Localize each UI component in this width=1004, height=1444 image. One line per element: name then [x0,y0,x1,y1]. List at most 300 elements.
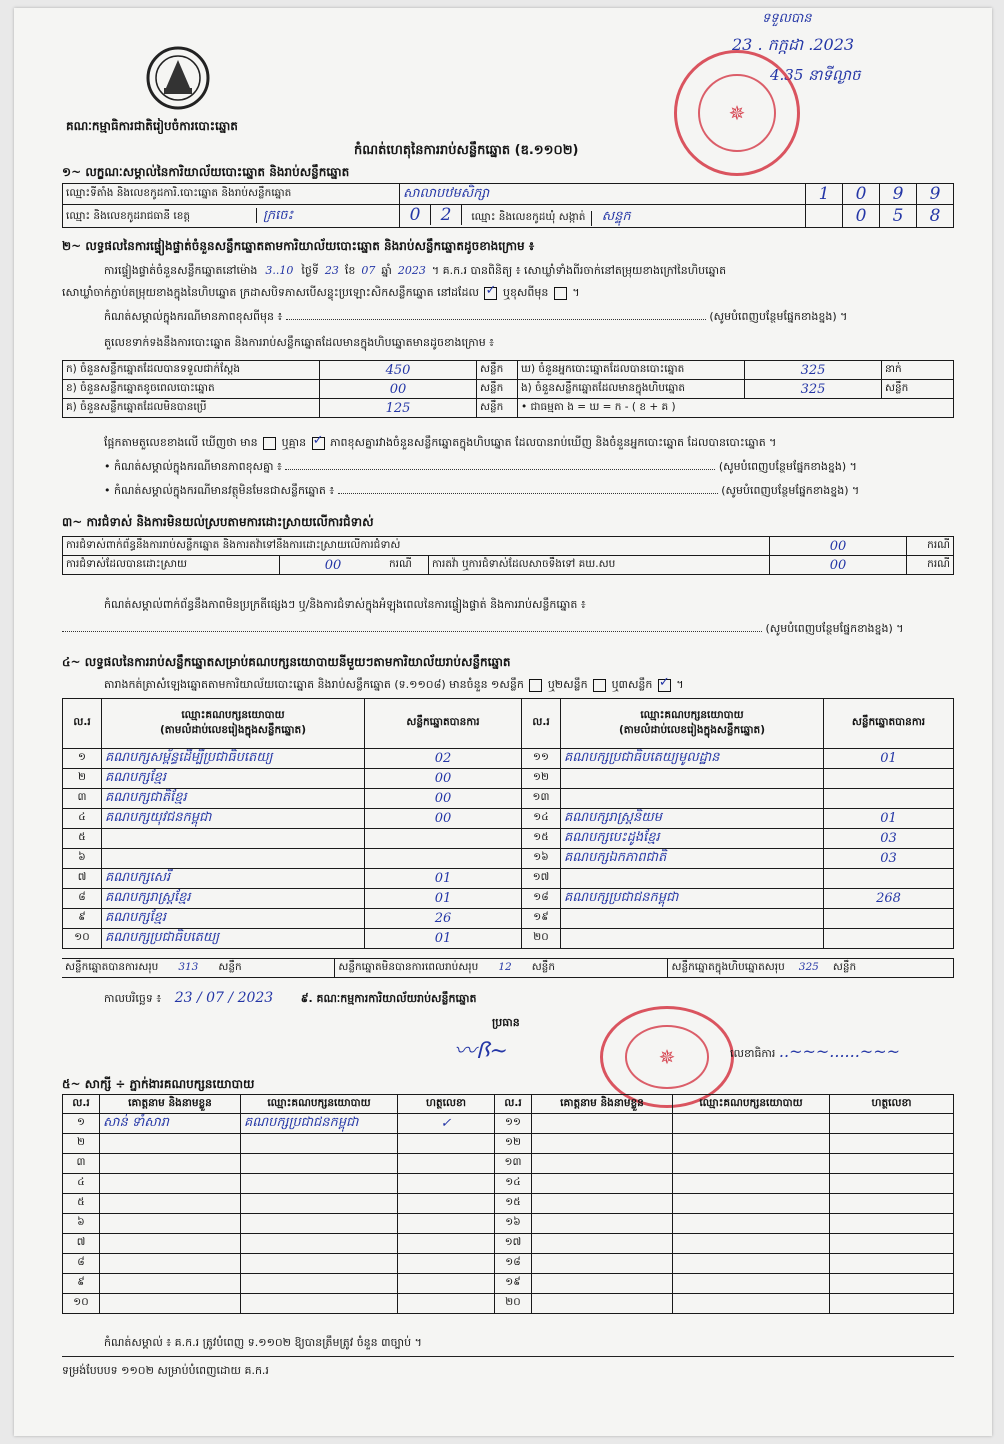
table-row [63,1154,954,1174]
party-name [561,909,824,929]
verification-line-2: សោឃ្លាំចាក់ភ្ជាប់តម្រុយខាងក្នុងនៃហិបឆ្នោត ក្រដាសបិទភាសបើសន្ទុះប្រឡោះសិកសន្លឹកឆ្នោត នៅដដែល ✓ ឬខុសពីមុន ។ [62,286,580,302]
three-sheets-label: ឬ៣សន្លឹក [611,678,653,691]
non-ballot-label: • កំណត់សម្គាល់ក្នុងករណីមានវត្ថុមិនមែនជាសន្លឹកឆ្នោត ៖ [104,484,335,497]
date-line [104,990,476,1008]
ballot-figures-table [62,360,954,418]
day-label: ថ្ងៃទី [301,264,319,277]
witness-signature [398,1174,495,1194]
section-2-title: ២~ លទ្ធផលនៃការផ្ទៀងផ្ទាត់ចំនួនសន្លឹកឆ្នោតតាមការិយាល័យបោះឆ្នោត និងរាប់សន្លឹកឆ្នោតដូចខាងក្រោម ៖ [62,239,535,253]
party-no: ៧ [63,869,102,889]
col-votes: សន្លឹកឆ្នោតបានការ [365,699,522,749]
figure-e-label: ង) ចំនួនសន្លឹកឆ្នោតដែលមានក្នុងហិបឆ្នោត [518,380,745,399]
table-row [63,1254,954,1274]
station-code-digit: 9 [917,184,954,205]
witness-signature [830,1194,954,1214]
party-no: ១២ [522,769,561,789]
figure-a-value: 450 [320,361,477,380]
table-row [63,1274,954,1294]
col-sign: ហត្ថលេខា [398,1095,495,1114]
col-name: គោត្តនាម និងនាមខ្លួន [100,1095,241,1114]
witness-name [532,1254,673,1274]
party-votes: 00 [365,789,522,809]
witness-signature: ✓ [398,1114,495,1134]
col-party [561,699,824,749]
form-footer: ទម្រង់បែបបទ ១១០២ សម្រាប់បំពេញដោយ គ.ក.រ [62,1364,269,1377]
one-sheet-checkbox[interactable] [529,679,542,692]
witness-party [673,1254,830,1274]
fill-back-note: (សូមបំពេញបន្ថែមផ្នែកខាងខ្នង) ។ [721,484,860,497]
figure-unit: សន្លឹក [882,380,954,399]
party-name [102,829,365,849]
commune-code-digit: 0 [843,205,880,228]
complaints-table [62,536,954,575]
province-code-digit: 2 [430,205,462,225]
box-total-value: 325 [798,960,819,973]
party-no: ១១ [522,749,561,769]
party-name: គណបក្សឯកភាពជាតិ [561,849,824,869]
non-ballot-bullet [104,484,859,500]
figure-unit: សន្លឹក [477,361,518,380]
changed-checkbox[interactable] [554,287,567,300]
witness-party [673,1194,830,1214]
party-votes: 01 [365,889,522,909]
party-name: គណបក្សប្រជាធិបតេយ្យ [102,929,365,949]
party-no: ២ [63,769,102,789]
witness-party [673,1274,830,1294]
party-name: គណបក្សប្រជាជនកម្ពុជា [561,889,824,909]
difference-note-label: កំណត់សម្គាល់ក្នុងករណីមានភាពខុសពីមុន ៖ [104,310,283,323]
witness-party [673,1114,830,1134]
party-no: ៣ [63,789,102,809]
fill-back-note: (សូមបំពេញបន្ថែមផ្នែកខាងខ្នង) ។ [709,310,848,323]
table-row [63,829,954,849]
figure-d-label: ឃ) ចំនួនអ្នកបោះឆ្នោតដែលបានបោះឆ្នោត [518,361,745,380]
chair-signature: 〰ꟗ~ [454,1039,508,1064]
figure-c-label: គ) ចំនួនសន្លឹកឆ្នោតដែលមិនបានប្រើ [63,399,320,418]
party-name: គណបក្សបេះដូងខ្មែរ [561,829,824,849]
resolved-label: ការជំទាស់ដែលបានដោះស្រាយ [63,556,280,575]
changed-label: ឬខុសពីមុន [502,286,549,299]
party-name: គណបក្សយុវជនកម្ពុជា [102,809,365,829]
station-code-digit: 0 [843,184,880,205]
two-sheets-label: ឬ២សន្លឹក [547,678,588,691]
unit-label: សន្លឹក [218,960,242,973]
witness-signature [830,1174,954,1194]
totals-table [62,958,954,978]
party-no: ៤ [63,809,102,829]
witness-name [100,1194,241,1214]
witness-no: ១៨ [495,1254,532,1274]
receipt-note: ទទួលបាន [762,11,812,26]
witness-party: គណបក្សប្រជាជនកម្ពុជា [241,1114,398,1134]
witness-party [673,1134,830,1154]
party-no: ១៣ [522,789,561,809]
difference-bullet [104,460,857,476]
witness-party [673,1234,830,1254]
party-no: ១៦ [522,849,561,869]
witness-no: ១០ [63,1294,100,1314]
appeal-value: 00 [770,556,907,575]
footer-rule [62,1356,954,1357]
witness-no: ១ [63,1114,100,1134]
witness-name [100,1274,241,1294]
witness-name [100,1214,241,1234]
col-party-subtitle: (តាមលំដាប់លេខរៀងក្នុងសន្លឹកឆ្នោត) [618,723,766,736]
party-no: ៦ [63,849,102,869]
witness-signature [830,1154,954,1174]
unit-label: សន្លឹក [531,960,556,973]
table-row [63,1174,954,1194]
secretary-label: លេខាធិការ [730,1047,776,1060]
blank-digit-cell [806,205,843,228]
form-title: កំណត់ហេតុនៃការរាប់សន្លឹកឆ្នោត (ឌ.១១០២) [354,143,579,158]
witness-party [241,1254,398,1274]
party-no: ៩ [63,909,102,929]
invalid-total-cell [335,959,668,978]
col-party: ឈ្មោះគណបក្សនយោបាយ [241,1095,398,1114]
month-label: ខែ [344,264,356,277]
province-name: ក្រចេះ [256,208,293,223]
seal-text: សោឃ្លាំចាក់ភ្ជាប់តម្រុយខាងក្នុងនៃហិបឆ្នោត ក្រដាសបិទភាសបើសន្ទុះប្រឡោះសិកសន្លឹកឆ្នោត នៅដដែល [62,286,479,299]
witness-signature [398,1234,495,1254]
nec-emblem-icon [142,44,214,112]
date-label: កាលបរិច្ឆេទ ៖ [104,992,162,1005]
valid-total-label: សន្លឹកឆ្នោតបានការសរុប [65,960,159,973]
witness-signature [830,1114,954,1134]
party-no: ៥ [63,829,102,849]
table-row [63,909,954,929]
party-no: ៨ [63,889,102,909]
case-unit: ករណី [386,556,429,575]
col-no: ល.រ [522,699,561,749]
party-votes: 01 [365,869,522,889]
witness-no: ១៧ [495,1234,532,1254]
party-no: ១៩ [522,909,561,929]
party-votes: 00 [365,769,522,789]
table-row [63,849,954,869]
col-party-subtitle: (តាមលំដាប់លេខរៀងក្នុងសន្លឹកឆ្នោត) [159,723,307,736]
witness-no: ៩ [63,1274,100,1294]
witness-no: ២ [63,1134,100,1154]
witness-signature [830,1254,954,1274]
party-votes: 03 [824,849,954,869]
table-row [63,769,954,789]
org-name: គណៈកម្មាធិការជាតិរៀបចំការបោះឆ្នោត [66,119,238,133]
witness-no: ៦ [63,1214,100,1234]
witness-no: ១១ [495,1114,532,1134]
col-party [102,699,365,749]
valid-total-value: 313 [178,960,199,973]
chair-label: ប្រធាន [492,1016,520,1029]
case-unit: ករណី [907,537,954,556]
table-row [63,1134,954,1154]
box-total-cell [668,959,954,978]
col-sign: ហត្ថលេខា [830,1095,954,1114]
irregularity-note: កំណត់សម្គាល់ពាក់ព័ន្ធនឹងភាពមិនប្រក្រតីផ្សេងៗ ឬ/និងការជំទាស់ក្នុងអំឡុងពេលនៃការផ្ទៀងផ្ទាត់ និងការរាប់សន្លឹកឆ្នោត ៖ [104,598,586,611]
witness-name [532,1114,673,1134]
complaints-label: ការជំទាស់ពាក់ព័ន្ធនឹងការរាប់សន្លឹកឆ្នោត និងការតវ៉ាទៅនឹងការដោះស្រាយលើការជំទាស់ [63,537,770,556]
party-name [561,789,824,809]
section-3-title: ៣~ ការជំទាស់ និងការមិនយល់ស្របតាមការដោះស្រាយលើការជំទាស់ [62,515,374,529]
table-row [63,929,954,949]
witness-no: ១៦ [495,1214,532,1234]
verification-line-1 [104,264,726,280]
verification-text-2: ។ គ.ក.រ បានពិនិត្យ ៖ សោឃ្លាំទាំងពីរចាក់នៅតម្រុយខាងក្រៅនៃហិបឆ្នោត [431,264,727,277]
party-no: ១៤ [522,809,561,829]
unchanged-checkbox[interactable] [484,287,497,300]
party-name: គណបក្សសេរី [102,869,365,889]
witness-party [673,1294,830,1314]
party-votes [824,869,954,889]
witness-name [100,1154,241,1174]
table-row [63,1294,954,1314]
party-no: ១៨ [522,889,561,909]
party-name [561,869,824,889]
party-votes [365,849,522,869]
commune-cell [400,205,806,228]
witness-no: ១២ [495,1134,532,1154]
witness-no: ២០ [495,1294,532,1314]
witness-no: ៨ [63,1254,100,1274]
figure-b-label: ខ) ចំនួនសន្លឹកឆ្នោតខូចពេលបោះឆ្នោត [63,380,320,399]
party-name: គណបក្សរាស្ត្រនិយម [561,809,824,829]
verification-day: 23 [324,264,339,277]
witness-signature [830,1274,954,1294]
valid-total-cell [62,959,335,978]
party-votes [824,909,954,929]
witness-party [241,1134,398,1154]
witness-party [673,1154,830,1174]
witness-name: សាន់ ទាំសារា [100,1114,241,1134]
witness-no: ១៤ [495,1174,532,1194]
witness-no: ៤ [63,1174,100,1194]
case-unit: ករណី [907,556,954,575]
table-row [63,869,954,889]
witness-name [100,1234,241,1254]
committee-title: ៩. គណៈកម្មការការិយាល័យរាប់សន្លឹកឆ្នោត [300,992,477,1005]
col-party: ឈ្មោះគណបក្សនយោបាយ [673,1095,830,1114]
party-votes: 03 [824,829,954,849]
figure-unit: នាក់ [882,361,954,380]
figure-unit: សន្លឹក [477,380,518,399]
witness-no: ១៥ [495,1194,532,1214]
table-row [63,1194,954,1214]
party-votes: 02 [365,749,522,769]
party-no: ១០ [63,929,102,949]
witness-signature [398,1214,495,1234]
completion-note: កំណត់សម្គាល់ ៖ គ.ក.រ ត្រូវបំពេញ ទ.១១០២ ឱ្យបានត្រឹមត្រូវ ចំនួន ៣ច្បាប់ ។ [104,1336,422,1349]
commune-name: សន្ទុក [601,209,631,224]
no-difference-checkbox[interactable] [312,437,325,450]
party-name: គណបក្សប្រជាធិបតេយ្យមូលដ្ឋាន [561,749,824,769]
official-stamp-top: ✵ [674,50,800,176]
col-party-title: ឈ្មោះគណបក្សនយោបាយ [640,708,744,721]
fill-back-note: (សូមបំពេញបន្ថែមផ្នែកខាងខ្នង) ។ [765,622,904,635]
witness-party [241,1174,398,1194]
station-code-digit: 1 [806,184,843,205]
no-difference-label: ឬគ្មាន [281,436,307,449]
witness-name [100,1134,241,1154]
discrepancy-label: ផ្អែកតាមតួលេខខាងលើ ឃើញថា មាន [104,436,258,449]
party-name: គណបក្សសម្ព័ន្ធដើម្បីប្រជាធិបតេយ្យ [102,749,365,769]
verification-year: 2023 [397,264,426,277]
witness-name [532,1214,673,1234]
witness-signature [830,1214,954,1234]
witness-table [62,1094,954,1314]
col-party-title: ឈ្មោះគណបក្សនយោបាយ [181,708,285,721]
form-page [14,8,992,1436]
witness-name [532,1294,673,1314]
witness-no: ៧ [63,1234,100,1254]
witness-party [673,1214,830,1234]
receipt-time: 4.35 នាទីល្ងាច [770,66,861,84]
party-no: ២០ [522,929,561,949]
station-label: ឈ្មោះទីតាំង និងលេខកូដការិ.បោះឆ្នោត និងរាប់សន្លឹកឆ្នោត [63,184,400,205]
section-4-title: ៤~ លទ្ធផលនៃការរាប់សន្លឹកឆ្នោតសម្រាប់គណបក្សនយោបាយនីមួយៗតាមការិយាល័យរាប់សន្លឹកឆ្នោត [62,655,511,669]
figure-b-value: 00 [320,380,477,399]
complaints-value: 00 [770,537,907,556]
party-votes: 26 [365,909,522,929]
witness-signature [830,1234,954,1254]
figure-d-value: 325 [745,361,882,380]
witness-signature [830,1294,954,1314]
party-name: គណបក្សរាស្ត្រខ្មែរ [102,889,365,909]
table-row [63,749,954,769]
box-total-label: សន្លឹកឆ្នោតក្នុងហិបឆ្នោតសរុប [671,960,785,973]
witness-party [241,1214,398,1234]
party-name [561,929,824,949]
witness-name [532,1194,673,1214]
witness-signature [398,1294,495,1314]
province-label: ឈ្មោះ និងលេខកូដរាជធានី ខេត្ត [66,209,191,222]
verification-text: ការផ្ទៀងផ្ទាត់ចំនួនសន្លឹកឆ្នោតនៅម៉ោង [104,264,258,277]
party-name [561,769,824,789]
party-name: គណបក្សខ្មែរ [102,769,365,789]
difference-note-line [104,310,954,326]
witness-signature [398,1274,495,1294]
appeal-label: ការតវ៉ា ឬការជំទាស់ដែលសាចទឹងទៅ គឃ.សប [429,556,770,575]
witness-no: ៥ [63,1194,100,1214]
commune-code-digit: 5 [880,205,917,228]
formula-text: • ជាធម្មតា ង = ឃ = ក - ( ខ + គ ) [518,399,954,418]
col-no: ល.រ [495,1095,532,1114]
party-votes [824,789,954,809]
party-name: គណបក្សខ្មែរ [102,909,365,929]
table-row [63,789,954,809]
col-no: ល.រ [63,699,102,749]
witness-name [532,1274,673,1294]
figure-e-value: 325 [745,380,882,399]
col-name: គោត្តនាម និងនាមខ្លួន [532,1095,673,1114]
unit-label: សន្លឹក [832,960,857,973]
witness-signature [398,1134,495,1154]
witness-party [241,1294,398,1314]
witness-no: ១៣ [495,1154,532,1174]
party-no: ១៧ [522,869,561,889]
party-votes: 01 [824,749,954,769]
party-name: គណបក្សជាតិខ្មែរ [102,789,365,809]
party-votes [824,769,954,789]
table-row [63,1114,954,1134]
witness-party [241,1274,398,1294]
official-stamp-bottom: ✵ [600,1006,734,1108]
difference-bullet-label: • កំណត់សម្គាល់ក្នុងករណីមានភាពខុសគ្នា ៖ [104,460,282,473]
province-code-digit: 0 [409,205,421,225]
date-value: 23 / 07 / 2023 [174,990,274,1006]
tally-sheet-line: តារាងកត់ត្រាសំឡេងឆ្នោតតាមការិយាល័យបោះឆ្នោត និងរាប់សន្លឹកឆ្នោត (ទ.១១០៨) មានចំនួន ១សន្លឹក ឬ២សន្លឹក ឬ៣សន្លឹក ✓ ។ [104,678,684,694]
fill-back-note: (សូមបំពេញបន្ថែមផ្នែកខាងខ្នង) ។ [718,460,857,473]
year-label: ឆ្នាំ [381,264,392,277]
party-votes: 01 [365,929,522,949]
table-row [63,1214,954,1234]
figure-a-label: ក) ចំនួនសន្លឹកឆ្នោតដែលបានទទួលជាក់ស្តែង [63,361,320,380]
verification-month: 07 [361,264,376,277]
secretary-line [730,1042,900,1063]
party-votes: 00 [365,809,522,829]
figure-c-value: 125 [320,399,477,418]
party-votes: 01 [824,809,954,829]
two-sheets-checkbox[interactable] [593,679,606,692]
witness-no: ១៩ [495,1274,532,1294]
figure-unit: សន្លឹក [477,399,518,418]
section-1-title: ១~ លក្ខណៈសម្គាល់នៃការិយាល័យបោះឆ្នោត និងរាប់សន្លឹកឆ្នោត [62,165,350,179]
witness-name [100,1254,241,1274]
party-name [102,849,365,869]
has-difference-checkbox[interactable] [263,437,276,450]
invalid-total-value: 12 [498,960,512,973]
witness-signature [398,1254,495,1274]
station-code-digit: 9 [880,184,917,205]
section-5-title: ៥~ សាក្សី ÷ ភ្នាក់ងារគណបក្សនយោបាយ [62,1077,255,1091]
witness-name [532,1234,673,1254]
witness-party [241,1154,398,1174]
irregularity-fill-line [62,622,904,638]
party-votes [365,829,522,849]
secretary-signature: ..~~~......~~~ [778,1042,901,1061]
party-votes: 268 [824,889,954,909]
witness-name [532,1154,673,1174]
tally-intro: តារាងកត់ត្រាសំឡេងឆ្នោតតាមការិយាល័យបោះឆ្នោត និងរាប់សន្លឹកឆ្នោត (ទ.១១០៨) មានចំនួន ១សន្លឹក [104,678,524,691]
station-name: សាលាបឋមសិក្សា [400,184,806,205]
col-votes: សន្លឹកឆ្នោតបានការ [824,699,954,749]
witness-signature [830,1134,954,1154]
witness-party [241,1234,398,1254]
discrepancy-line [104,436,776,452]
commune-code-digit: 8 [917,205,954,228]
three-sheets-checkbox[interactable] [658,679,671,692]
col-no: ល.រ [63,1095,100,1114]
witness-name [532,1174,673,1194]
witness-party [241,1194,398,1214]
polling-station-table [62,183,954,228]
party-no: ១៥ [522,829,561,849]
witness-name [100,1294,241,1314]
witness-signature [398,1154,495,1174]
figures-intro: តួលេខទាក់ទងនឹងការបោះឆ្នោត និងការរាប់សន្លឹកឆ្នោតដែលមានក្នុងហិបឆ្នោតមានដូចខាងក្រោម ៖ [104,336,495,349]
receipt-date: 23 . កក្កដា .2023 [732,35,855,54]
invalid-total-label: សន្លឹកឆ្នោតមិនបានការពេលរាប់សរុប [338,960,479,973]
party-votes [824,929,954,949]
party-no: ១ [63,749,102,769]
verification-time: 3..10 [265,264,294,277]
witness-name [100,1174,241,1194]
table-row [63,889,954,909]
table-row [63,809,954,829]
witness-no: ៣ [63,1154,100,1174]
commune-label: ឈ្មោះ និងលេខកូដឃុំ សង្កាត់ [465,211,592,226]
witness-signature [398,1194,495,1214]
province-cell [63,205,400,228]
